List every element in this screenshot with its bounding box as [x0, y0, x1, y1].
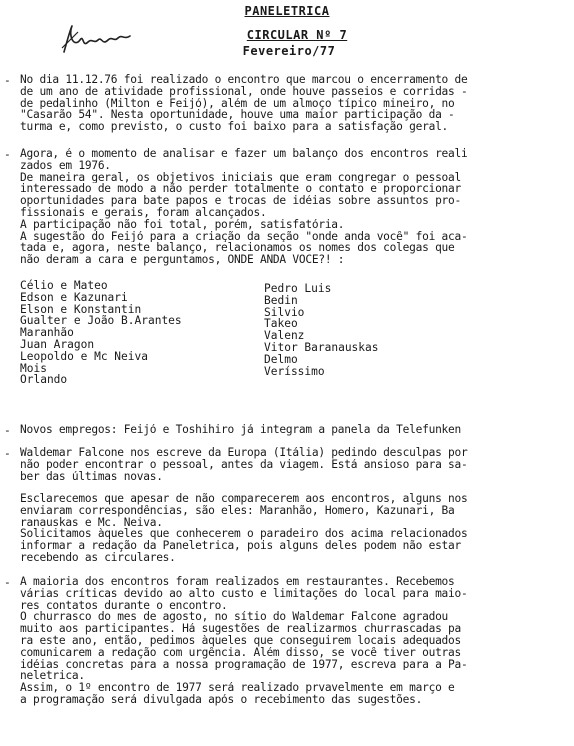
text-line: não poder encontrar o pessoal, antes da viagem. Está ansioso para sa-: [20, 458, 468, 471]
text-line: ranauskas e Mc. Neiva.: [20, 516, 163, 529]
name-item: Orlando: [20, 373, 68, 387]
text-line: interessado de modo a não perder totalmente o contato e proporcionar: [20, 183, 462, 196]
bullet-dash: -: [4, 424, 11, 437]
text-line: Esclarecemos que apesar de não comparecerem aos encontros, alguns nos: [20, 493, 468, 505]
text-line: informar a redação da Paneletrica, pois alguns deles podem não estar: [20, 540, 462, 552]
paragraph-restaurants: [20, 576, 568, 706]
text-line: enviaram correspondências, são eles: Maranhão, Homero, Kazunari, Ba: [20, 504, 455, 517]
name-item: Maranhão: [20, 326, 74, 340]
names-left-column: [20, 280, 182, 386]
paragraph-new-jobs: [20, 424, 568, 436]
text-line: "Casarão 54". Nesta oportunidade, houve uma maior participação da -: [20, 109, 455, 122]
text-line: ber das últimas novas.: [20, 470, 163, 483]
paragraph-correspondence: [20, 493, 568, 564]
name-item: Valenz: [264, 329, 305, 343]
name-item: Edson e Kazunari: [20, 290, 128, 304]
text-line: Waldemar Falcone nos escreve da Europa (Itália) pedindo desculpas por: [20, 447, 468, 459]
text-line: idéias concretas para a nossa programação de 1977, escreva para a Pa-: [20, 658, 468, 671]
text-line: A participação não foi total, porém, satisfatória.: [20, 218, 345, 231]
text-line: comunicarem a redação com urgência. Além disso, se você tiver outras: [20, 646, 462, 659]
text-line: não deram a cara e perguntamos, ONDE ANDA VOCÊ?! :: [20, 254, 345, 266]
text-line: tada e, agora, neste balanço, relacionamos os nomes dos colegas que: [20, 242, 455, 255]
text-line: Solicitamos àqueles que conhecerem o paradeiro dos acima relacionados: [20, 528, 468, 541]
text-line: A sugestão do Feijó para a criação da seção "onde anda você" foi aca-: [20, 230, 468, 243]
text-line: ra este ano, então, pedimos àqueles que conseguirem locais adequados: [20, 634, 462, 647]
text-line: A maioria dos encontros foram realizados em restaurantes. Recebemos: [20, 576, 455, 588]
circular-number: CIRCULAR Nº 7: [246, 28, 348, 42]
name-item: Silvio: [264, 305, 305, 319]
name-item: Veríssimo: [264, 364, 325, 378]
circular-date: Fevereiro/77: [242, 44, 336, 58]
paragraph-closing-event: [20, 74, 568, 133]
bullet-dash: -: [4, 74, 11, 87]
bullet-dash: -: [4, 148, 11, 161]
text-line: recebendo as circulares.: [20, 551, 176, 564]
text-line: zados em 1976.: [20, 159, 111, 172]
name-item: Pedro Luis: [264, 282, 332, 295]
text-line: várias críticas devido ao alto custo e limitações do local para maio-: [20, 587, 468, 600]
text-line: turma e, como previsto, o custo foi baixo para a satisfação geral.: [20, 121, 449, 133]
paragraph-balance: [20, 148, 568, 266]
text-line: De maneira geral, os objetivos iniciais que eram congregar o pessoal: [20, 171, 462, 184]
name-item: Juan Aragon: [20, 337, 95, 351]
text-line: O churrasco do mes de agosto, no sítio do Waldemar Falcone agradou: [20, 611, 449, 624]
name-item: Gualter e João B.Arantes: [20, 314, 182, 328]
text-line: Assim, o 1º encontro de 1977 será realizado prvavelmente em março e: [20, 682, 455, 694]
bullet-dash: -: [4, 576, 11, 589]
name-item: Célio e Mateo: [20, 279, 108, 292]
paragraph-waldemar: [20, 447, 568, 482]
name-item: Delmo: [264, 352, 298, 366]
names-right-column: [264, 283, 379, 377]
name-item: Bedin: [264, 293, 298, 307]
text-line: Novos empregos: Feijó e Toshihiro já integram a panela da Telefunken: [20, 424, 462, 436]
text-line: No dia 11.12.76 foi realizado o encontro que marcou o encerramento de: [20, 74, 468, 86]
name-item: Leopoldo e Mc Neiva: [20, 349, 148, 363]
bullet-dash: -: [4, 447, 11, 460]
text-line: Agora, é o momento de analisar e fazer um balanço dos encontros reali: [20, 148, 468, 160]
name-item: Mois: [20, 361, 47, 375]
text-line: muito aos participantes. Há sugestões de realizarmos churrascadas pa: [20, 623, 462, 635]
name-item: Vitor Baranauskas: [264, 340, 379, 354]
text-line: de pedalinho (Milton e Feijó), além de um almoço típico mineiro, no: [20, 97, 455, 110]
text-line: de um ano de atividade profissional, onde houve passeios e corridas -: [20, 85, 468, 98]
text-line: a programação será divulgada após o recebimento das sugestões.: [20, 693, 423, 706]
newsletter-title: PANELETRICA: [244, 4, 330, 18]
name-item: Elson e Konstantin: [20, 302, 142, 316]
name-item: Takeo: [264, 317, 298, 331]
text-line: res contatos durante o encontro.: [20, 599, 228, 612]
text-line: fissionais e gerais, foram alcançados.: [20, 206, 267, 219]
text-line: neletrica.: [20, 670, 85, 683]
text-line: oportunidades para bate papos e trocas de idéias sobre assuntos pro-: [20, 195, 462, 207]
